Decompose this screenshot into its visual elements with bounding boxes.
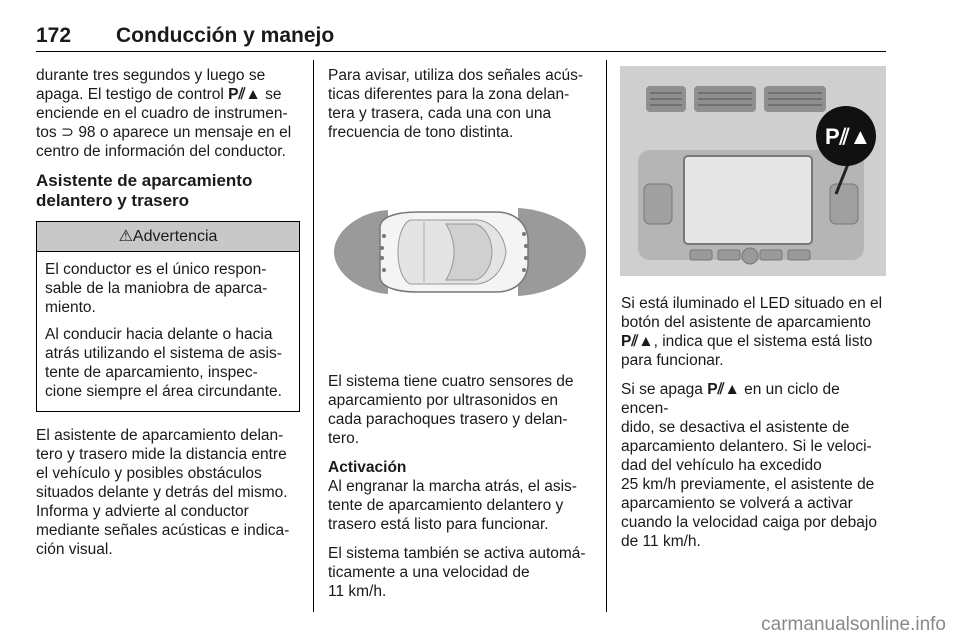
body-paragraph: Si está iluminado el LED situado en el botón del asistente de aparcamiento P⫽▲, indica que el sistema está listo para funcionar. <box>621 295 883 369</box>
column-divider-1 <box>313 60 314 612</box>
column-1 <box>36 66 300 569</box>
park-assist-icon: P⫽▲ <box>228 86 261 103</box>
watermark: carmanualsonline.info <box>761 614 946 635</box>
park-assist-icon: P⫽▲ <box>621 333 654 350</box>
chapter-title: Conducción y manejo <box>116 24 335 47</box>
warning-paragraph: El conductor es el único respon- sable de la maniobra de aparca- miento. <box>45 261 268 316</box>
dashboard-illustration <box>620 66 886 276</box>
section-heading: Asistente de aparcamiento delantero y trasero <box>36 171 253 210</box>
warning-title: Advertencia <box>132 228 218 245</box>
page-header <box>36 18 886 52</box>
body-paragraph: Al engranar la marcha atrás, el asis- tente de aparcamiento delantero y trasero está listo para funcionar. <box>328 478 577 533</box>
car-sensor-illustration <box>328 148 592 358</box>
arrow-icon: ⊃ <box>61 124 74 141</box>
body-paragraph: El sistema también se activa automá- ticamente a una velocidad de 11 km/h. <box>328 545 586 600</box>
warning-header <box>37 222 299 252</box>
column-2-lower <box>328 372 594 611</box>
park-assist-button-icon: P⫽▲ <box>825 124 872 149</box>
column-2 <box>328 66 594 152</box>
page-number: 172 <box>36 24 72 47</box>
warning-body <box>37 252 299 411</box>
warning-icon: ⚠ <box>118 228 133 245</box>
column-3 <box>621 294 889 561</box>
dashboard-photo <box>620 66 886 276</box>
body-paragraph: El asistente de aparcamiento delan- tero y trasero mide la distancia entre el vehículo y posibles obstáculos situados delante y detrás del mismo. Informa y advierte al conductor mediante señales acústicas e indica- ción visual. <box>36 427 290 558</box>
intro-paragraph: durante tres segundos y luego se apaga. El testigo de control P⫽▲ se enciende en el cuadro de instrumen- tos ⊃ 98 o aparece un mensaje en el centro de información del conductor. <box>36 67 292 160</box>
body-paragraph: El sistema tiene cuatro sensores de aparcamiento por ultrasonidos en cada parachoques trasero y delan- tero. <box>328 373 574 447</box>
column-divider-2 <box>606 60 607 612</box>
subheading-activation: Activación <box>328 459 407 476</box>
car-sensor-diagram <box>328 148 592 358</box>
body-paragraph: Para avisar, utiliza dos señales acús- ticas diferentes para la zona delan- tera y trasera, cada una con una frecuencia de tono distinta. <box>328 67 584 141</box>
header-rule <box>36 51 886 52</box>
park-assist-icon: P⫽▲ <box>707 381 740 398</box>
warning-box <box>36 221 300 412</box>
body-paragraph: Si se apaga P⫽▲ en un ciclo de encen- dido, se desactiva el asistente de aparcamiento delantero. Si le veloci- dad del vehículo ha excedido 25 km/h previamente, el asistente de aparcamiento se volverá a activar cuando la velocidad caiga por debajo de 11 km/h. <box>621 381 877 550</box>
warning-paragraph: Al conducir hacia delante o hacia atrás utilizando el sistema de asis- tente de aparcamiento, inspec- cione siempre el área circundante. <box>45 326 282 400</box>
